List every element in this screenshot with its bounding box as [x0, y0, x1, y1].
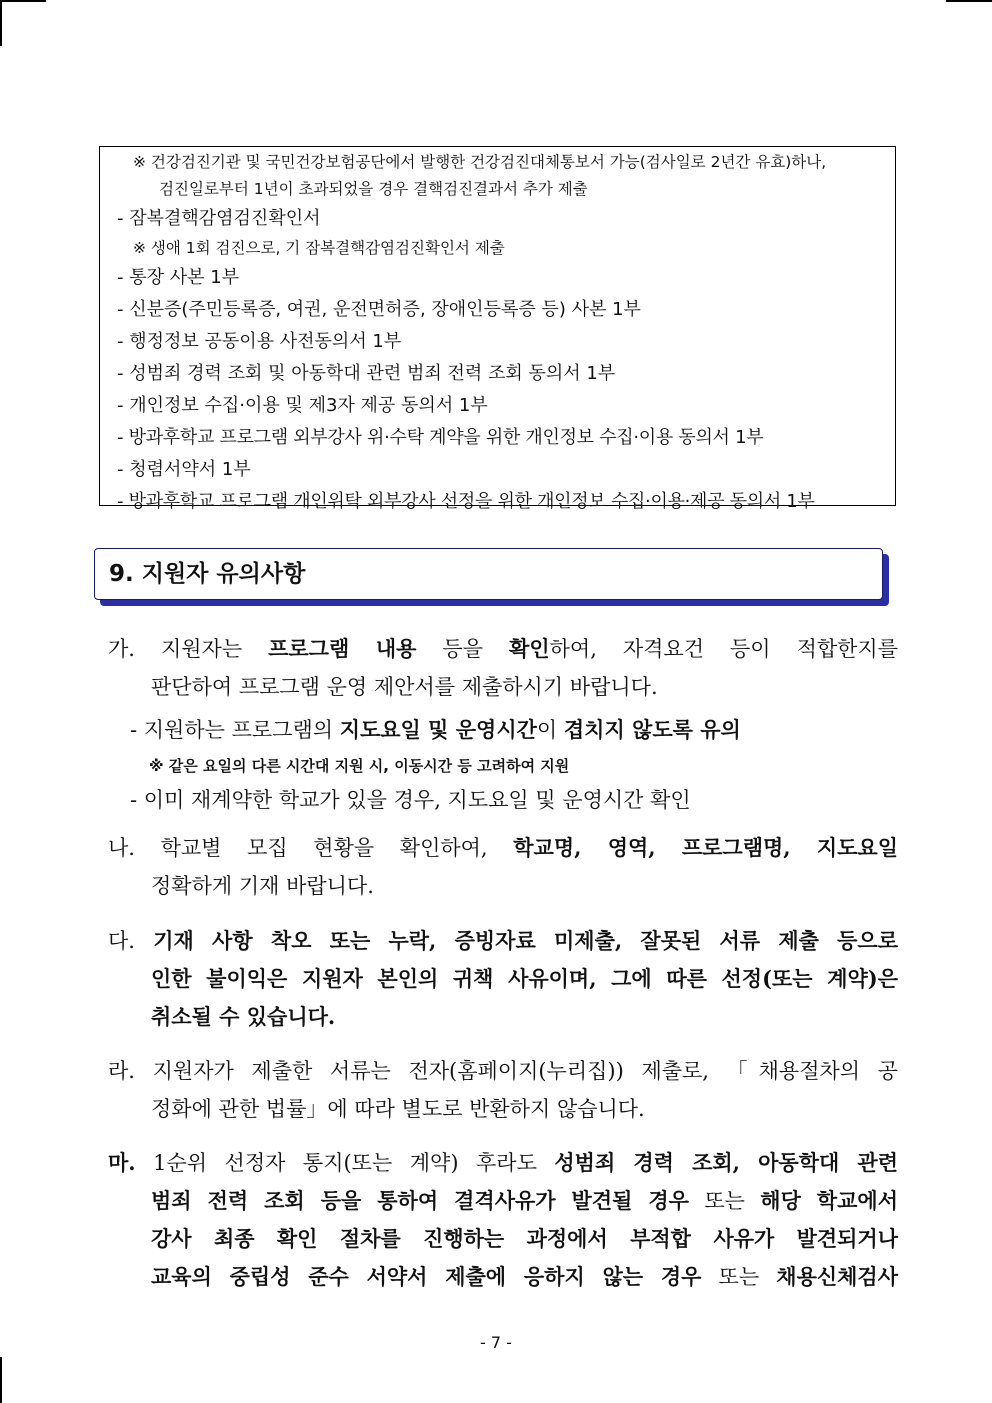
- box-item: - 성범죄 경력 조회 및 아동학대 관련 범죄 전력 조회 동의서 1부: [117, 363, 616, 384]
- para-ga-sub-2: - 이미 재계약한 학교가 있을 경우, 지도요일 및 운영시간 확인: [130, 788, 691, 812]
- text: 학교별 모집 현황을 확인하여,: [134, 836, 514, 860]
- para-ma-line-3: 강사 최종 확인 절차를 진행하는 과정에서 부적합 사유가 발견되거나: [151, 1226, 898, 1251]
- para-ga-sub-note: ※ 같은 요일의 다른 시간대 지원 시, 이동시간 등 고려하여 지원: [149, 757, 570, 775]
- box-item: - 개인정보 수집·이용 및 제3자 제공 동의서 1부: [117, 395, 488, 416]
- para-da: [108, 922, 898, 1036]
- required-documents-box: [99, 146, 896, 512]
- crop-mark-top-left: [0, 0, 2, 46]
- box-item: - 방과후학교 프로그램 개인위탁 외부강사 선정을 위한 개인정보 수집·이용·제공 동의서 1부: [117, 491, 815, 512]
- box-item-latent-tb: - 잠복결핵감염검진확인서: [117, 208, 321, 229]
- box-item: - 방과후학교 프로그램 외부강사 위·수탁 계약을 위한 개인정보 수집·이용 동의서 1부: [117, 427, 764, 448]
- box-item-latent-tb-note: ※ 생애 1회 검진으로, 기 잠복결핵감염검진확인서 제출: [133, 239, 505, 257]
- para-ga-marker: 가.: [108, 637, 135, 661]
- crop-mark-top-left-h: [0, 0, 46, 2]
- para-na-marker: 나.: [108, 836, 135, 860]
- bold-text: 프로그램 내용: [268, 636, 417, 661]
- text: 등을: [416, 637, 510, 661]
- box-note-line-1: ※ 건강검진기관 및 국민건강보험공단에서 발행한 건강검진대체통보서 가능(검사일로 2년간 유효)하나,: [133, 153, 827, 171]
- bold-text: 학교명, 영역, 프로그램명, 지도요일: [513, 835, 898, 860]
- bold-text: 겹치지 않도록 유의: [563, 717, 741, 742]
- crop-mark-bottom-left: [0, 1357, 2, 1403]
- para-da-line-2: 인한 불이익은 지원자 본인의 귀책 사유이며, 그에 따른 선정(또는 계약)은: [151, 966, 898, 991]
- text: - 지원하는 프로그램의: [130, 718, 340, 742]
- para-ga: [108, 630, 898, 706]
- box-item: - 행정정보 공동이용 사전동의서 1부: [117, 331, 402, 352]
- para-na: [108, 829, 898, 905]
- box-note-line-2: 검진일로부터 1년이 초과되었을 경우 결핵검진결과서 추가 제출: [159, 180, 588, 198]
- para-ma: [108, 1144, 898, 1296]
- para-ga-line-2: 판단하여 프로그램 운영 제안서를 제출하시기 바랍니다.: [151, 675, 658, 699]
- text: 하여, 자격요건 등이 적합한지를: [549, 637, 899, 661]
- para-ga-sub-1: [130, 712, 741, 748]
- para-ra: [108, 1052, 898, 1128]
- para-da-line-3: 취소될 수 있습니다.: [151, 1004, 336, 1029]
- text: 또는: [701, 1265, 777, 1289]
- bold-text: 성범죄 경력 조회, 아동학대 관련: [554, 1150, 898, 1175]
- box-item: - 통장 사본 1부: [117, 267, 240, 288]
- box-item: - 신분증(주민등록증, 여권, 운전면허증, 장애인등록증 등) 사본 1부: [117, 299, 641, 320]
- section-title: 9. 지원자 유의사항: [109, 561, 306, 587]
- bold-text: 범죄 전력 조회 등을 통하여 결격사유가 발견될 경우: [151, 1188, 689, 1213]
- crop-mark-top-right: [946, 0, 992, 2]
- para-na-line-2: 정확하게 기재 바랍니다.: [151, 874, 374, 898]
- text: 1순위 선정자 통지(또는 계약) 후라도: [135, 1151, 555, 1175]
- text: 또는: [688, 1189, 761, 1213]
- text: 지원자가 제출한 서류는 전자(홈페이지(누리집)) 제출로, 「채용절차의 공: [134, 1059, 898, 1083]
- page-number: - 7 -: [480, 1333, 512, 1352]
- bold-text: 해당 학교에서: [760, 1188, 898, 1213]
- para-ra-marker: 라.: [108, 1059, 135, 1083]
- para-ma-marker: 마.: [108, 1150, 136, 1175]
- box-item: - 청렴서약서 1부: [117, 459, 251, 480]
- bold-text: 교육의 중립성 준수 서약서 제출에 응하지 않는 경우: [151, 1264, 702, 1289]
- para-ra-line-2: 정화에 관한 법률」에 따라 별도로 반환하지 않습니다.: [151, 1097, 645, 1121]
- bold-text: 지도요일 및 운영시간: [339, 717, 537, 742]
- section-heading: [94, 548, 883, 600]
- para-da-marker: 다.: [108, 929, 135, 953]
- bold-text: 기재 사항 착오 또는 누락, 증빙자료 미제출, 잘못된 서류 제출 등으로: [134, 928, 898, 953]
- text: 이: [536, 718, 564, 742]
- bold-text: 확인: [509, 636, 550, 661]
- text: 지원자는: [134, 637, 269, 661]
- bold-text: 채용신체검사: [776, 1264, 898, 1289]
